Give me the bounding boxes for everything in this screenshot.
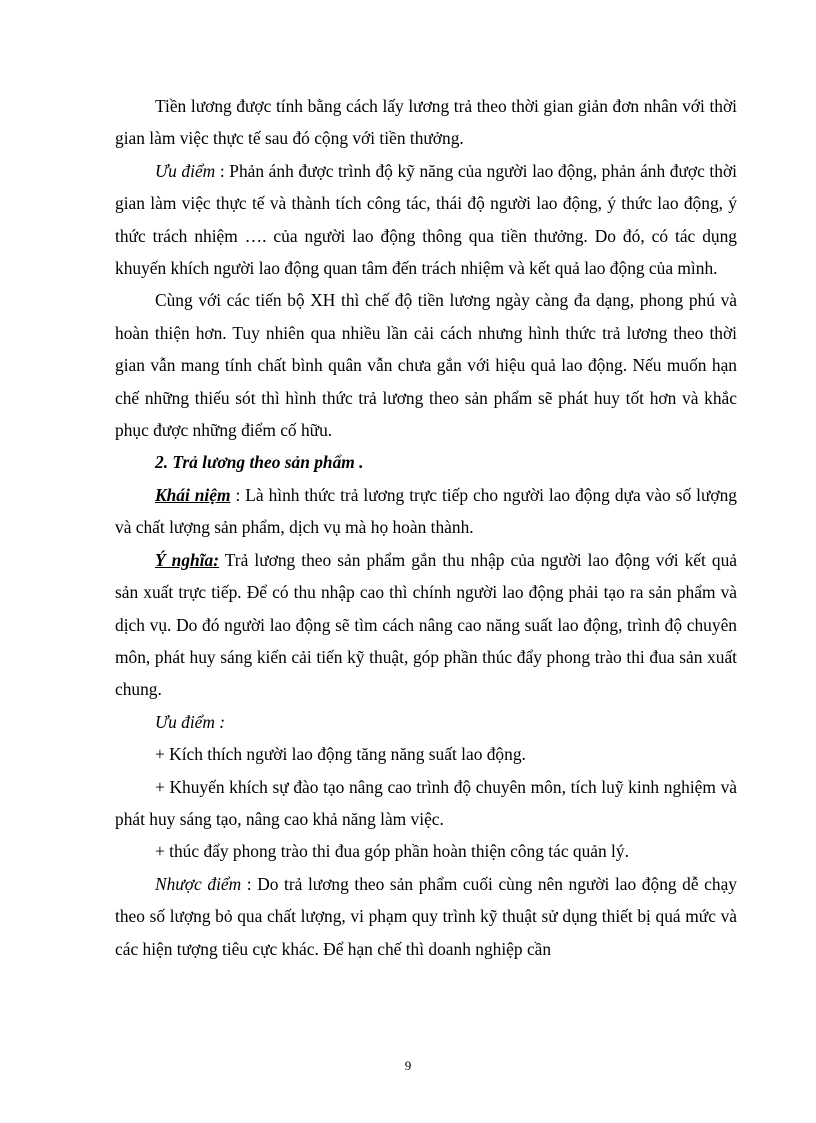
- disadvantages-text: : Do trả lương theo sản phẩm cuối cùng nên người lao động dễ chạy theo số lượng bỏ qua chất lượng, vi phạm quy trình kỹ thuật sử dụng thiết bị quá mức và các hiện tượng tiêu cực khác. Để hạn chế thì doanh nghiệp cần: [115, 873, 738, 959]
- concept-label: Khái niệm: [155, 484, 231, 505]
- concept-text: : Là hình thức trả lương trực tiếp cho người lao động dựa vào số lượng và chất lượng sản phẩm, dịch vụ mà họ hoàn thành.: [115, 484, 737, 538]
- paragraph-meaning: [115, 544, 737, 706]
- paragraph-concept: [115, 479, 737, 544]
- meaning-label: Ý nghĩa:: [155, 549, 220, 570]
- paragraph-disadvantages: [115, 868, 737, 965]
- paragraph-time-pay-advantages: [115, 155, 737, 285]
- meaning-text: Trả lương theo sản phẩm gắn thu nhập của người lao động với kết quả sản xuất trực tiếp. Để có thu nhập cao thì chính người lao động phải tạo ra sản phẩm và dịch vụ. Do đó người lao động sẽ tìm cách nâng cao năng suất lao động, trình độ chuyên môn, phát huy sáng kiến cải tiến kỹ thuật, góp phần thúc đẩy phong trào thi đua sản xuất chung.: [115, 549, 737, 700]
- paragraph-reform: Cùng với các tiến bộ XH thì chế độ tiền lương ngày càng đa dạng, phong phú và hoàn thiện hơn. Tuy nhiên qua nhiều lần cải cách nhưng hình thức trả lương theo thời gian vẫn mang tính chất bình quân vẫn chưa gắn với hiệu quả lao động. Nếu muốn hạn chế những thiếu sót thì hình thức trả lương theo sản phẩm sẽ phát huy tốt hơn và khắc phục được những điểm cố hữu.: [115, 290, 737, 441]
- advantages-text: : Phản ánh được trình độ kỹ năng của người lao động, phản ánh được thời gian làm việc thực tế và thành tích công tác, thái độ người lao động, ý thức lao động, ý thức trách nhiệm …. của người lao động thông qua tiền thưởng. Do đó, có tác dụng khuyến khích người lao động quan tâm đến trách nhiệm và kết quả lao động của mình.: [115, 160, 737, 279]
- advantage-item: + Khuyến khích sự đào tạo nâng cao trình độ chuyên môn, tích luỹ kinh nghiệm và phát huy sáng tạo, nâng cao khả năng làm việc.: [115, 776, 737, 829]
- paragraph-salary-calculation: Tiền lương được tính bằng cách lấy lương trả theo thời gian giản đơn nhân với thời gian làm việc thực tế sau đó cộng với tiền thưởng.: [115, 96, 737, 149]
- advantage-item: + Kích thích người lao động tăng năng suất lao động.: [155, 744, 526, 765]
- page-number: 9: [404, 1058, 412, 1073]
- advantage-item: + thúc đẩy phong trào thi đua góp phần hoàn thiện công tác quản lý.: [155, 841, 629, 862]
- piece-rate-advantages-label: Ưu điểm :: [155, 711, 226, 732]
- advantages-label: Ưu điểm: [155, 160, 216, 181]
- document-page: [115, 90, 737, 965]
- disadvantages-label: Nhược điểm: [155, 873, 242, 894]
- section-heading-piece-rate: 2. Trả lương theo sản phẩm .: [155, 452, 364, 473]
